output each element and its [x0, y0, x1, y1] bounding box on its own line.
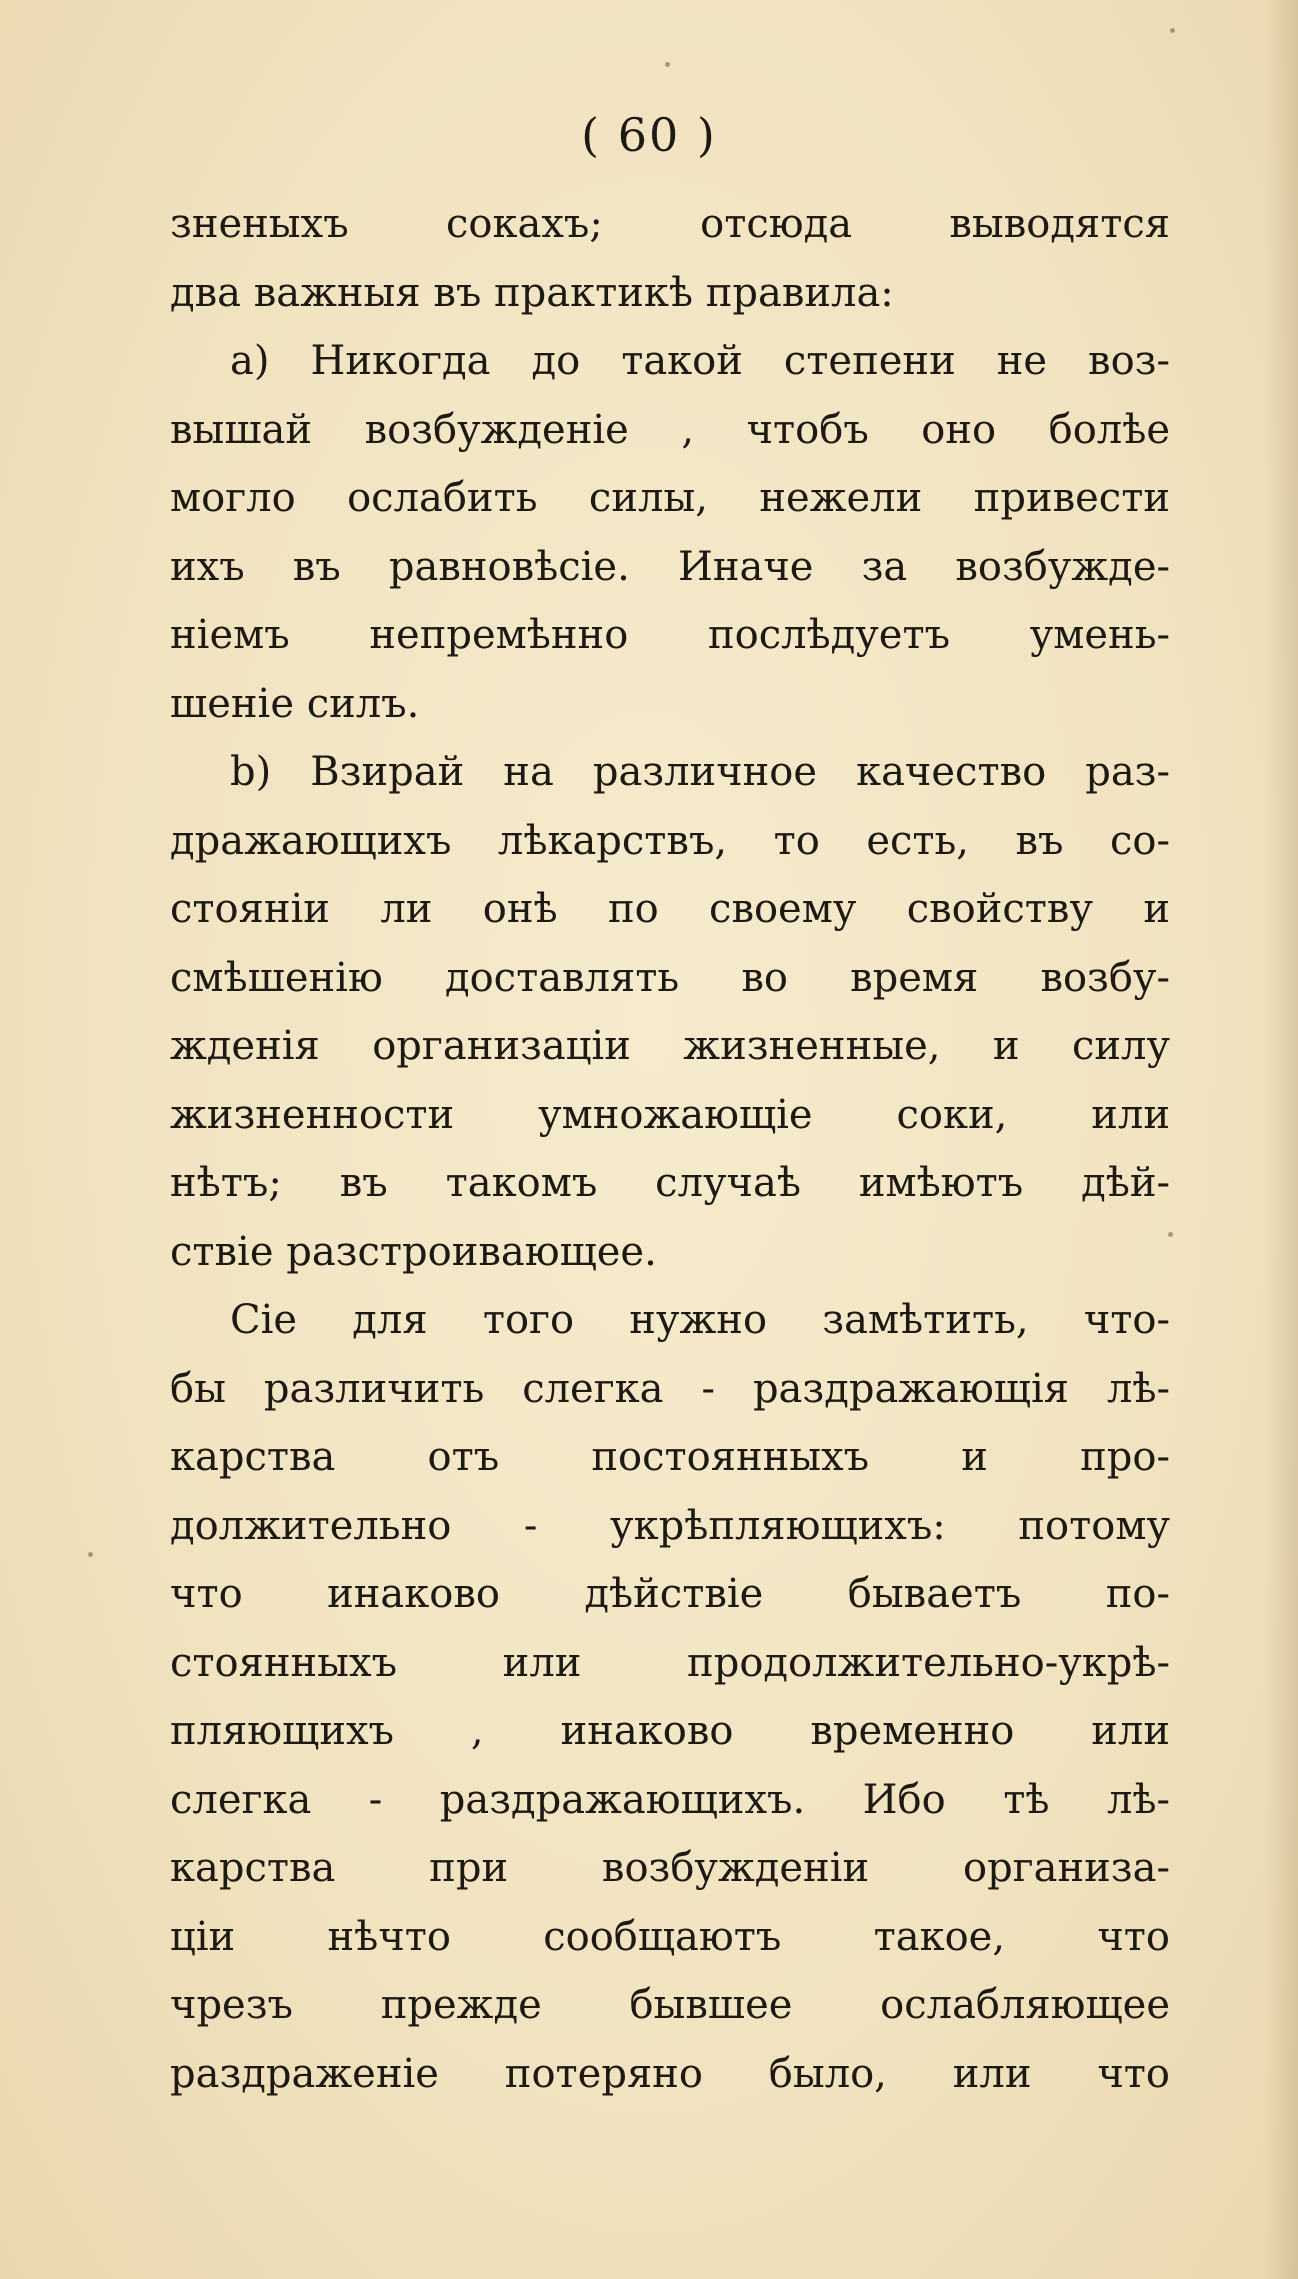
text-line: дражающихъ лѣкарствъ, то есть, въ со- [170, 817, 1170, 864]
print-speck [665, 62, 670, 67]
text-line: ніемъ непремѣнно послѣдуетъ умень- [170, 612, 1170, 658]
text-line: раздраженіе потеряно было, или что [170, 2050, 1170, 2097]
text-line: бы различить слегка - раздражающія лѣ- [170, 1365, 1170, 1412]
text-line: шеніе силъ. [170, 680, 420, 727]
text-line: ціи нѣчто сообщаютъ такое, что [170, 1913, 1170, 1960]
text-line: смѣшенію доставлять во время возбу- [170, 954, 1170, 1001]
text-line: ствіе разстроивающее. [170, 1228, 657, 1275]
text-line: стояніи ли онѣ по своему свойству и [170, 886, 1170, 932]
page-text [170, 190, 1170, 2108]
text-line: ихъ въ равновѣсіе. Иначе за возбужде- [170, 543, 1170, 590]
text-line: могло ослабить силы, нежели привести [170, 475, 1170, 521]
text-line: что инаково дѣйствіе бываетъ по- [170, 1571, 1170, 1617]
text-line: вышай возбужденіе , чтобъ оно болѣе [170, 406, 1170, 453]
text-line: зненыхъ сокахъ; отсюда выводятся [170, 201, 1170, 247]
text-line: два важныя въ практикѣ правила: [170, 269, 894, 316]
text-line: нѣтъ; въ такомъ случаѣ имѣютъ дѣй- [170, 1160, 1170, 1206]
text-line: жденія организаціи жизненные, и силу [170, 1023, 1170, 1069]
page-number: ( 60 ) [581, 108, 717, 162]
print-speck [1170, 28, 1175, 33]
text-line: чрезъ прежде бывшее ослабляющее [170, 1982, 1170, 2028]
text-line: карства при возбужденіи организа- [170, 1845, 1170, 1891]
text-line: пляющихъ , инаково временно или [170, 1708, 1170, 1754]
text-line: a) Никогда до такой степени не воз- [230, 338, 1170, 384]
text-line: Сіе для того нужно замѣтить, что- [230, 1297, 1170, 1343]
text-line: слегка - раздражающихъ. Ибо тѣ лѣ- [170, 1776, 1170, 1823]
text-line: карства отъ постоянныхъ и про- [170, 1434, 1170, 1480]
text-line: жизненности умножающіе соки, или [170, 1091, 1170, 1138]
page-edge-shadow [1264, 0, 1298, 2279]
text-line: b) Взирай на различное качество раз- [230, 749, 1170, 795]
text-line: должительно - укрѣпляющихъ: потому [170, 1502, 1170, 1549]
print-speck [88, 1552, 93, 1557]
text-line: стоянныхъ или продолжительно-укрѣ- [170, 1639, 1170, 1686]
